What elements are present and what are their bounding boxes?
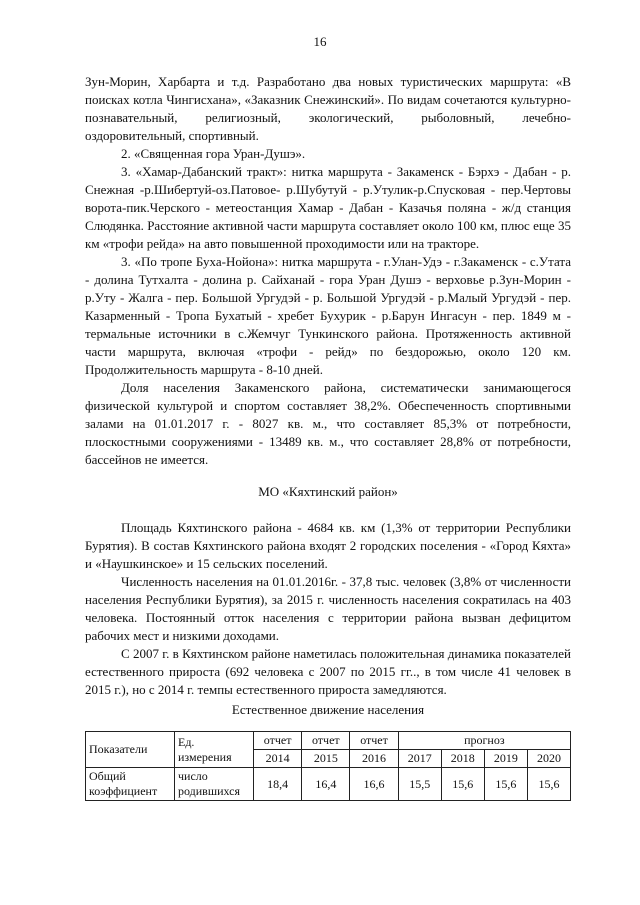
value-cell: 16,6: [350, 768, 398, 801]
year-cell: 2018: [441, 750, 484, 768]
paragraph-sports-share: Доля населения Закаменского района, систематически занимающегося физической культурой и спортом составляет 38,2%. Обеспеченность спортивными залами на 01.01.2017 г. - 8027 кв. м., что составляет 85,3% от потребности, плоскостными сооружениями - 13489 кв. м., что составляет 28,8% от потребности, бассейнов не имеется.: [85, 380, 571, 467]
paragraph-route-3-hamar-daban: 3. «Хамар-Дабанский тракт»: нитка маршрута - Закаменск - Бэрхэ - Дабан - р. Снежная -р.Шибертуй-оз.Патовое- р.Шубутуй - р.Утулик-р.Спусковая - пер.Чертовы ворота-пик.Черского - метеостанция Хамар - Дабан - Казачья поляна - ж/д станция Слюдянка. Расстояние активной части маршрута составляет около 100 км, плюс еще 35 км «трофи рейда» на авто повышенной проходимости или на тракторе.: [85, 164, 571, 251]
value-cell: 15,5: [398, 768, 441, 801]
year-cell: 2014: [254, 750, 302, 768]
value-cell: 15,6: [484, 768, 527, 801]
year-cell: 2019: [484, 750, 527, 768]
page-number: 16: [313, 34, 327, 49]
header-report-2015: отчет: [302, 732, 350, 750]
section-heading: МО «Кяхтинский район»: [258, 484, 398, 499]
year-cell: 2015: [302, 750, 350, 768]
paragraph-route-3-buha-noyon: 3. «По тропе Буха-Нойона»: нитка маршрута - г.Улан-Удэ - г.Закаменск - с.Утата - долина Тутхалта - долина р. Сайханай - гора Уран Душэ - верховье р.Зун-Морин - р.Уту - Жалга - пер. Большой Ургудэй - р. Большой Ургудэй - р.Малый Ургудэй - пер. Казарменный - Тропа Бухатый - хребет Бухурик - р.Барун Ингасун - пер. 1849 м - термальные источники в с.Жемчуг Тункинского района. Протяженность активной части маршрута, включая «трофи - рейд» по бездорожью, около 120 км. Продолжительность маршрута - 8-10 дней.: [85, 254, 571, 377]
table-caption: Естественное движение населения: [231, 702, 425, 717]
table-row: [86, 768, 571, 801]
header-report-2014: отчет: [254, 732, 302, 750]
paragraph-route-2: 2. «Священная гора Уран-Душэ».: [121, 146, 306, 161]
value-cell: 15,6: [527, 768, 570, 801]
year-cell: 2020: [527, 750, 570, 768]
paragraph-natural-growth: С 2007 г. в Кяхтинском районе наметилась положительная динамика показателей естественного прироста (692 человека с 2007 по 2015 гг.., в том числе 41 человек в 2015 г.), но с 2014 г. темпы естественного прироста замедляются.: [85, 646, 571, 697]
year-cell: 2016: [350, 750, 398, 768]
table-header-row: [86, 732, 571, 750]
natural-movement-table: [85, 731, 571, 801]
header-report-2016: отчет: [350, 732, 398, 750]
paragraph-area: Площадь Кяхтинского района - 4684 кв. км (1,3% от территории Республики Бурятия). В состав Кяхтинского района входят 2 городских поселения - «Город Кяхта» и «Наушкинское» и 15 сельских поселений.: [85, 520, 571, 571]
header-unit: Ед. измерения: [175, 732, 254, 768]
document-body: [85, 73, 571, 801]
header-indicators: Показатели: [86, 732, 175, 768]
paragraph-tourism-routes: Зун-Морин, Харбарта и т.д. Разработано два новых туристических маршрута: «В поисках котла Чингисхана», «Заказник Снежинский». По видам сочетаются культурно-познавательный, религиозный, экологический, рыболовный, лечебно-оздоровительный, спортивный.: [85, 74, 571, 143]
header-forecast: прогноз: [398, 732, 570, 750]
paragraph-population: Численность населения на 01.01.2016г. - 37,8 тыс. человек (3,8% от численности населения Республики Бурятия), за 2015 г. численность населения сократилась на 403 человека. Постоянный отток населения с территории района вызван дефицитом рабочих мест и низкими доходами.: [85, 574, 571, 643]
value-cell: 15,6: [441, 768, 484, 801]
value-cell: 16,4: [302, 768, 350, 801]
year-cell: 2017: [398, 750, 441, 768]
value-cell: 18,4: [254, 768, 302, 801]
row-unit: число родившихся: [175, 768, 254, 801]
row-indicator: Общий коэффициент: [86, 768, 175, 801]
